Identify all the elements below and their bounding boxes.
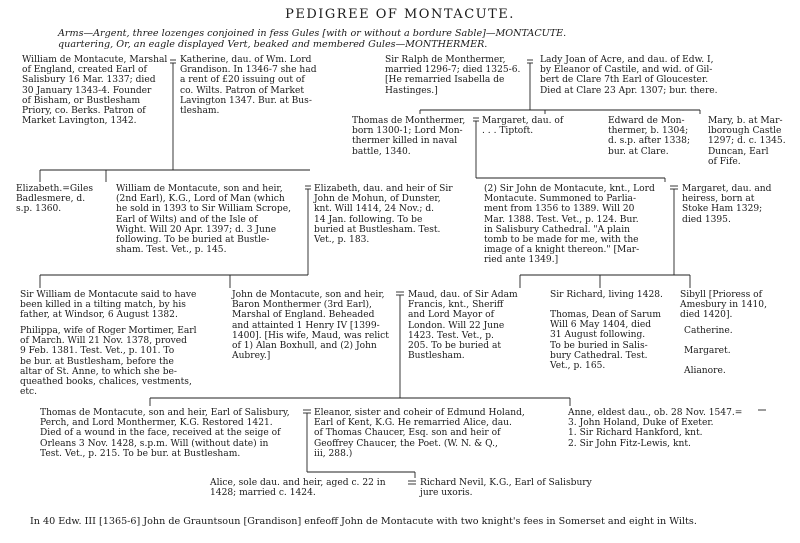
person-sibyll: Sibyll [Prioress of Amesbury in 1410, died 1420]. — [680, 290, 767, 321]
person-thomas-earl: Thomas de Montacute, son and heir, Earl of Salisbury, Perch, and Lord Monthermer, K.G. Restored 1421. Died of a wound in the face, received at the seige of Orleans 3 Nov. 1428, s.p.m. Will (without date) in Test. Vet., p. 215. To be bur. at Bustlesham. — [40, 408, 290, 459]
person-catherine: Catherine. — [684, 326, 733, 336]
arms-blazon: Arms—Argent, three lozenges conjoined in fess Gules [with or without a bordure Sable]—MONTACUTE. quartering, Or, an eagle displayed Vert, beaked and membered Gules—MONTHERMER. — [58, 28, 567, 50]
person-katherine-grandison: Katherine, dau. of Wm. Lord Grandison. In 1346-7 she had a rent of £20 issuing out of co. Wilts. Patron of Market Lavington 1347. Bur. at Bus- tlesham. — [180, 55, 317, 117]
person-anne: Anne, eldest dau., ob. 28 Nov. 1547.= 3. John Holand, Duke of Exeter. 1. Sir Richard Hankford, knt. 2. Sir John Fitz-Lewis, knt. — [568, 408, 743, 449]
person-elizabeth-badlesmere: Elizabeth.=Giles Badlesmere, d. s.p. 1360. — [16, 184, 94, 215]
person-elizabeth-mohun: Elizabeth, dau. and heir of Sir John de Mohun, of Dunster, knt. Will 1414, 24 Nov.; d. 14 Jan. following. To be buried at Bustlesham. Test. Vet., p. 183. — [314, 184, 453, 246]
person-eleanor-holand: Eleanor, sister and coheir of Edmund Holand, Earl of Kent, K.G. He remarried Alice, dau. of Thomas Chaucer, Esq. son and heir of Geoffrey Chaucer, the Poet. (W. N. & Q., iii, 288.) — [314, 408, 525, 459]
footnote: In 40 Edw. III [1365-6] John de Grauntsoun [Grandison] enfeoff John de Montacute with two knight's fees in Somerset and eight in Wilts. — [30, 516, 697, 527]
person-joan-of-acre: Lady Joan of Acre, and dau. of Edw. I, by Eleanor of Castile, and wid. of Gil- bert de Clare 7th Earl of Gloucester. Died at Clare 23 Apr. 1307; bur. there. — [540, 55, 718, 96]
person-john-3rd-earl: John de Montacute, son and heir, Baron Monthermer (3rd Earl), Marshal of England. Beheaded and attainted 1 Henry IV [1399- 1400]. [His wife, Maud, was relict of 1) Alan Boxhull, and (2) John Aubrey.] — [232, 290, 389, 362]
person-john-montacute: (2) Sir John de Montacute, knt., Lord Montacute. Summoned to Parlia- ment from 1356 to 1389. Will 20 Mar. 1388. Test. Vet., p. 124. Bur. in Salisbury Cathedral. "A plain tomb to be made for me, with the image of a knight thereon." [Mar- ried ante 1349.] — [484, 184, 655, 266]
person-ralph-monthermer: Sir Ralph de Monthermer, married 1296-7; died 1325-6. [He remarried Isabella de Hastinges.] — [385, 55, 521, 96]
person-margaret-heiress: Margaret, dau. and heiress, born at Stoke Ham 1329; died 1395. — [682, 184, 772, 225]
person-edward-monthermer: Edward de Mon- thermer, b. 1304; d. s.p. after 1338; bur. at Clare. — [608, 116, 691, 157]
person-alianore: Alianore. — [684, 366, 726, 376]
person-alice: Alice, sole dau. and heir, aged c. 22 in 1428; married c. 1424. — [210, 478, 386, 499]
person-margaret-tiptoft: Margaret, dau. of . . . Tiptoft. — [482, 116, 564, 137]
person-thomas-dean: Thomas, Dean of Sarum Will 6 May 1404, died 31 August following. To be buried in Salis- bury Cathedral. Test. Vet., p. 165. — [550, 310, 661, 372]
person-maud-francis: Maud, dau. of Sir Adam Francis, knt., Sheriff and Lord Mayor of London. Will 22 June 1423. Test. Vet., p. 205. To be buried at Bustlesham. — [408, 290, 518, 362]
person-sir-william: Sir William de Montacute said to have been killed in a tilting match, by his father, at Windsor, 6 August 1382. — [20, 290, 197, 321]
person-thomas-monthermer: Thomas de Monthermer, born 1300-1; Lord Mon- thermer killed in naval battle, 1340. — [352, 116, 466, 157]
person-sir-richard: Sir Richard, living 1428. — [550, 290, 663, 300]
page-title: PEDIGREE OF MONTACUTE. — [285, 7, 515, 22]
person-william-1st-earl: William de Montacute, Marshal of England, created Earl of Salisbury 16 Mar. 1337; died 30 January 1343-4. Founder of Bisham, or Bustlesham Priory, co. Berks. Patron of Market Lavington, 1342. — [22, 55, 168, 127]
person-margaret: Margaret. — [684, 346, 731, 356]
person-mary-monthermer: Mary, b. at Mar- lborough Castle 1297; d. c. 1345. Duncan, Earl of Fife. — [708, 116, 786, 167]
person-william-2nd-earl: William de Montacute, son and heir, (2nd Earl), K.G., Lord of Man (which he sold in 1393 to Sir William Scrope, Earl of Wilts) and of the Isle of Wight. Will 20 Apr. 1397; d. 3 June following. To be buried at Bustle- sham. Test. Vet., p. 145. — [116, 184, 291, 256]
person-richard-nevil: Richard Nevil, K.G., Earl of Salisbury jure uxoris. — [420, 478, 592, 499]
person-philippa: Philippa, wife of Roger Mortimer, Earl of March. Will 21 Nov. 1378, proved 9 Feb. 1381. Test. Vet., p. 101. To be bur. at Bustlesham, before the altar of St. Anne, to which she be- queathed books, chalices, vestments, etc. — [20, 326, 197, 398]
